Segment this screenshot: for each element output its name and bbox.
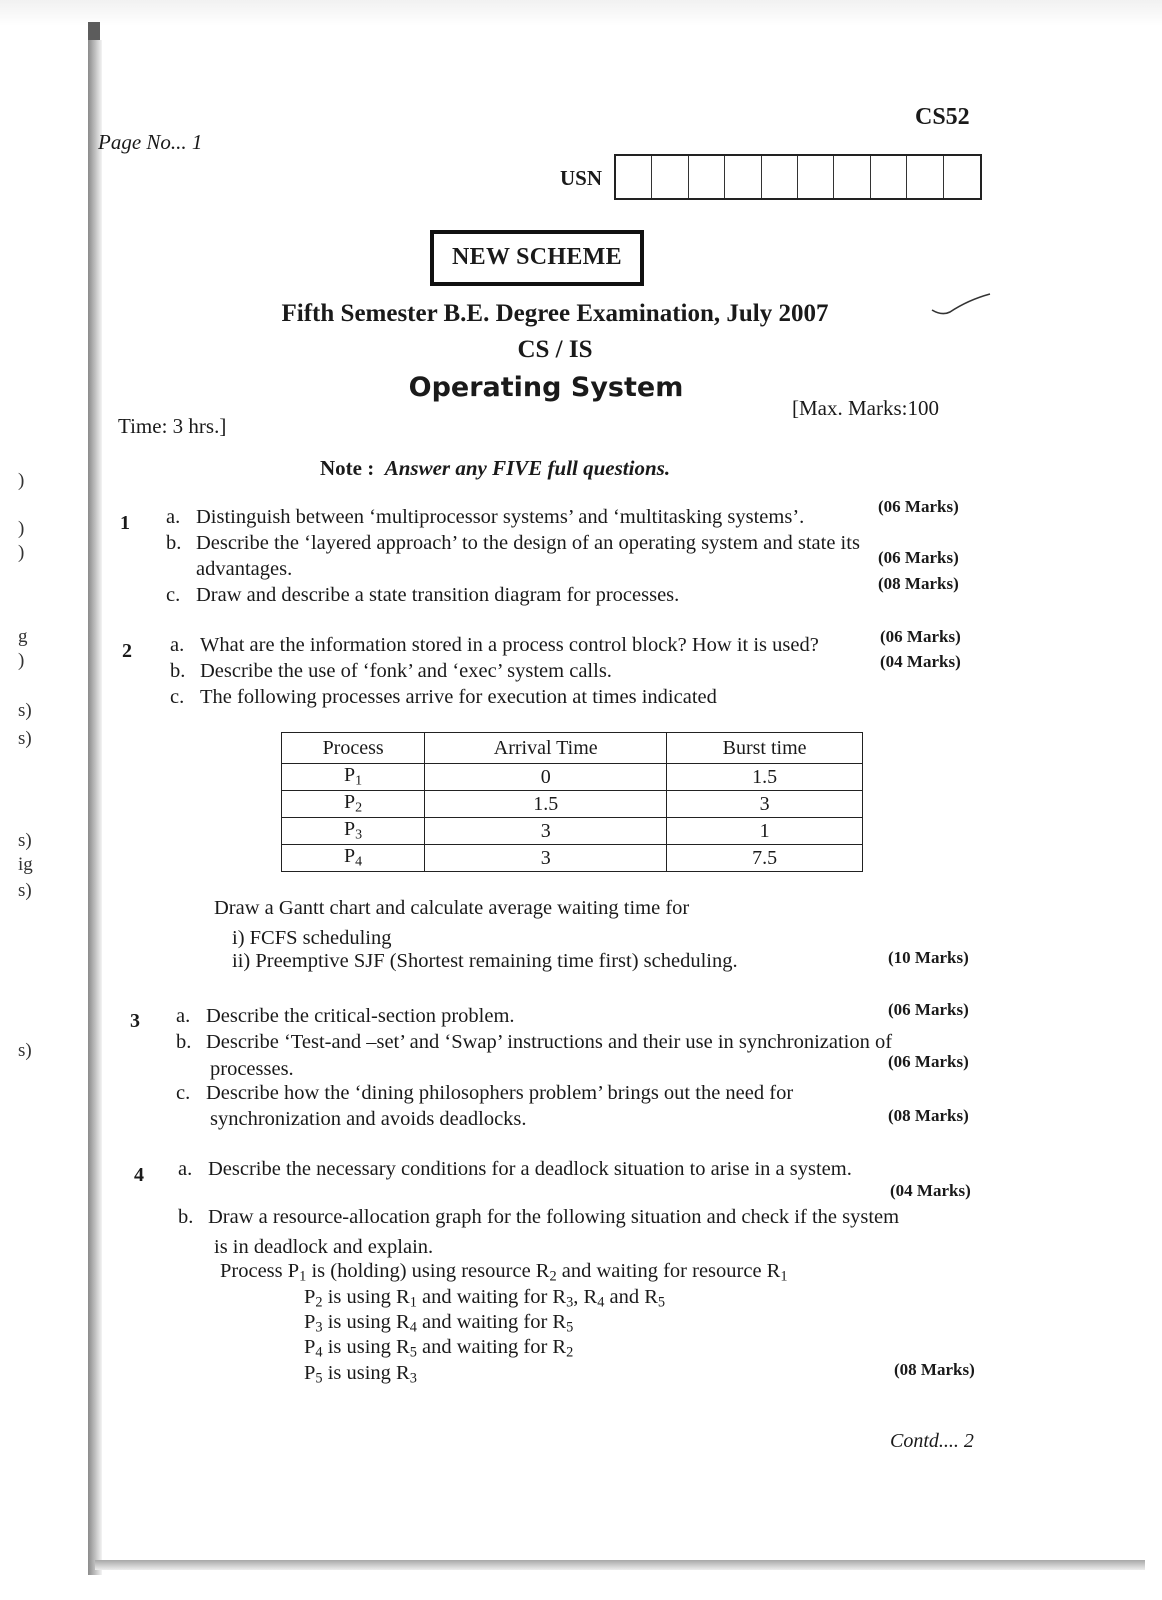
part-text: What are the information stored in a process control block? How it is used?	[200, 634, 819, 656]
instruction-item: ii) Preemptive SJF (Shortest remaining time first) scheduling.	[232, 950, 738, 972]
part-label: c.	[170, 686, 185, 708]
question-number: 3	[130, 1010, 140, 1032]
part-label: b.	[166, 532, 182, 554]
marks: (06 Marks)	[888, 1000, 969, 1019]
question-number: 1	[120, 512, 130, 534]
part-text-continued: processes.	[210, 1058, 294, 1080]
scheme-badge: NEW SCHEME	[430, 230, 644, 286]
burst-cell: 7.5	[667, 845, 863, 872]
question-part	[166, 506, 804, 529]
table-row	[282, 764, 863, 791]
marks: (06 Marks)	[888, 1052, 969, 1071]
note-label: Note :	[320, 456, 375, 480]
question-part	[176, 1031, 892, 1054]
left-margin-marks	[18, 470, 58, 1090]
situation-line: $P_2$ is using $R_1$ and waiting for $R_3$, $R_4$ and $R_5$	[304, 1286, 666, 1311]
part-text: Describe how the ‘dining philosophers problem’ brings out the need for	[206, 1082, 794, 1104]
question-part	[178, 1206, 899, 1229]
page-number: Page No... 1	[98, 130, 203, 154]
arrival-cell: 3	[425, 845, 667, 872]
part-label: a.	[178, 1158, 193, 1180]
question-part	[170, 686, 717, 709]
usn-box	[944, 156, 980, 198]
arrival-cell: 3	[425, 818, 667, 845]
continued-note: Contd.... 2	[890, 1430, 974, 1452]
margin-mark: g	[18, 626, 28, 647]
usn-box	[689, 156, 725, 198]
arrival-cell: 0	[425, 764, 667, 791]
margin-mark: s)	[18, 728, 32, 749]
part-label: b.	[170, 660, 186, 682]
part-text: Describe the ‘layered approach’ to the design of an operating system and state its	[196, 532, 860, 554]
part-label: c.	[166, 584, 181, 606]
subject-title: Operating System	[408, 372, 684, 403]
table-row	[282, 845, 863, 872]
part-text: The following processes arrive for execution at times indicated	[200, 686, 717, 708]
marks: (06 Marks)	[880, 627, 961, 646]
part-text: Draw and describe a state transition diagram for processes.	[196, 584, 680, 606]
arrival-cell: 1.5	[425, 791, 667, 818]
margin-mark: s)	[18, 830, 32, 851]
process-table	[281, 732, 863, 872]
burst-cell: 1	[667, 818, 863, 845]
question-part	[176, 1082, 793, 1105]
part-label: a.	[170, 634, 185, 656]
instruction-line: Draw a Gantt chart and calculate average waiting time for	[214, 897, 690, 919]
column-header: Process	[282, 733, 425, 764]
situation-line: $P_3$ is using $R_4$ and waiting for $R_5$	[304, 1311, 574, 1336]
usn-boxes	[614, 154, 982, 200]
usn-box	[871, 156, 907, 198]
part-text: Draw a resource-allocation graph for the following situation and check if the system	[208, 1206, 900, 1228]
question-part	[178, 1158, 852, 1181]
situation-line: $P_4$ is using $R_5$ and waiting for $R_2$	[304, 1336, 574, 1361]
situation-line: Process $P_1$ is (holding) using resource $R_2$ and waiting for resource $R_1$	[220, 1260, 788, 1285]
question-number: 2	[122, 640, 132, 662]
process-cell: $P_1$	[282, 764, 425, 791]
margin-mark: )	[18, 518, 25, 539]
column-header: Burst time	[667, 733, 863, 764]
usn-box	[834, 156, 870, 198]
table-row	[282, 791, 863, 818]
page-bottom-edge	[95, 1560, 1145, 1570]
paper-code: CS52	[915, 104, 970, 130]
table-header-row	[282, 733, 863, 764]
usn-box	[798, 156, 834, 198]
part-text-continued: advantages.	[196, 558, 293, 580]
column-header: Arrival Time	[425, 733, 667, 764]
margin-mark: ig	[18, 854, 33, 875]
part-text-continued: is in deadlock and explain.	[214, 1236, 434, 1258]
part-text: Describe the critical-section problem.	[206, 1005, 515, 1027]
part-label: a.	[166, 506, 181, 528]
process-cell: $P_2$	[282, 791, 425, 818]
question-number: 4	[134, 1164, 144, 1186]
margin-mark: s)	[18, 700, 32, 721]
usn-box	[907, 156, 943, 198]
part-label: b.	[178, 1206, 194, 1228]
usn-box	[762, 156, 798, 198]
process-cell: $P_4$	[282, 845, 425, 872]
exam-time: Time: 3 hrs.]	[118, 414, 227, 438]
part-text: Describe the use of ‘fonk’ and ‘exec’ system calls.	[200, 660, 612, 682]
margin-mark: )	[18, 542, 25, 563]
part-text: Describe the necessary conditions for a deadlock situation to arise in a system.	[208, 1158, 852, 1180]
part-label: c.	[176, 1082, 191, 1104]
table-row	[282, 818, 863, 845]
burst-cell: 1.5	[667, 764, 863, 791]
part-text: Distinguish between ‘multiprocessor systems’ and ‘multitasking systems’.	[196, 506, 805, 528]
part-label: b.	[176, 1031, 192, 1053]
exam-title: Fifth Semester B.E. Degree Examination, July 2007	[281, 300, 829, 327]
max-marks: [Max. Marks:100	[792, 396, 939, 420]
marks: (08 Marks)	[894, 1360, 975, 1379]
question-part	[176, 1005, 515, 1028]
part-label: a.	[176, 1005, 191, 1027]
question-part	[170, 660, 612, 683]
instruction-item: i) FCFS scheduling	[232, 927, 392, 949]
question-part	[166, 584, 679, 607]
situation-line: $P_5$ is using $R_3$	[304, 1362, 417, 1387]
page-top-edge	[0, 0, 1162, 26]
marks: (08 Marks)	[878, 574, 959, 593]
question-part	[166, 532, 860, 555]
marks: (08 Marks)	[888, 1106, 969, 1125]
margin-mark: s)	[18, 880, 32, 901]
marks: (04 Marks)	[880, 652, 961, 671]
marks: (10 Marks)	[888, 948, 969, 967]
usn-box	[652, 156, 688, 198]
marks: (06 Marks)	[878, 497, 959, 516]
note-text: Answer any FIVE full questions.	[384, 456, 671, 480]
margin-mark: )	[18, 470, 25, 491]
burst-cell: 3	[667, 791, 863, 818]
branch: CS / IS	[517, 336, 593, 363]
process-cell: $P_3$	[282, 818, 425, 845]
usn-box	[616, 156, 652, 198]
usn-box	[725, 156, 761, 198]
note	[320, 456, 670, 481]
margin-mark: s)	[18, 1040, 32, 1061]
binding-shadow	[88, 40, 102, 1575]
usn-label: USN	[560, 166, 603, 190]
marks: (04 Marks)	[890, 1181, 971, 1200]
marks: (06 Marks)	[878, 548, 959, 567]
part-text-continued: synchronization and avoids deadlocks.	[210, 1108, 527, 1130]
question-part	[170, 634, 819, 657]
margin-mark: )	[18, 650, 25, 671]
part-text: Describe ‘Test-and –set’ and ‘Swap’ instructions and their use in synchronization of	[206, 1031, 893, 1053]
